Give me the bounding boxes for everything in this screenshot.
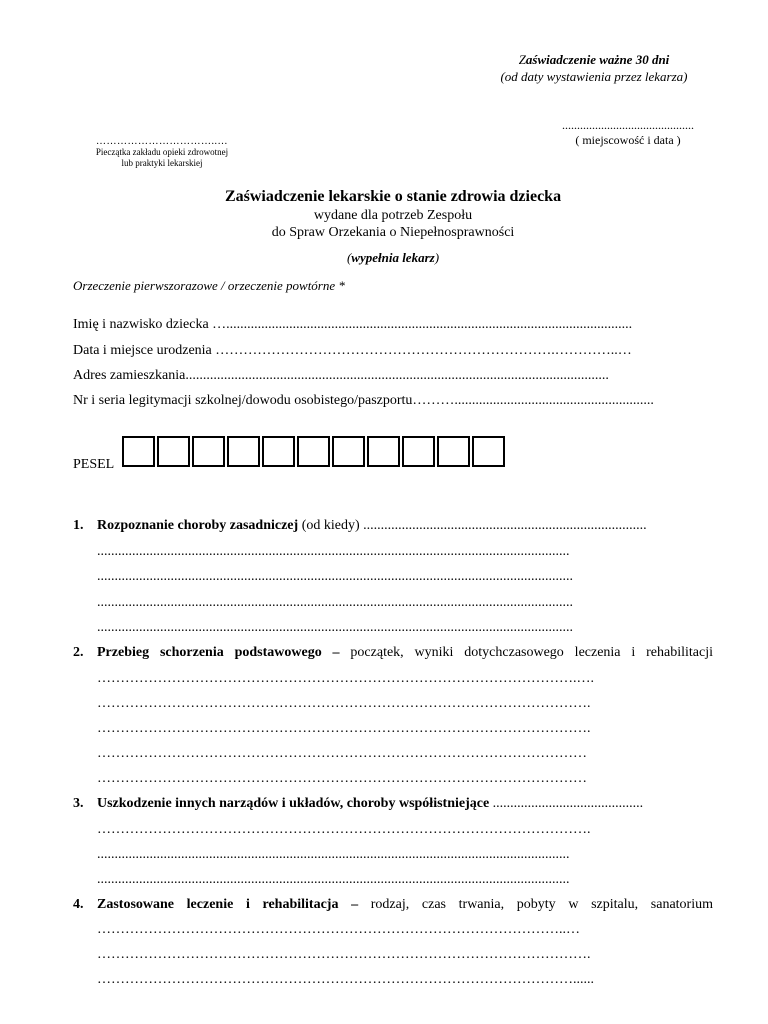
section-2-number: 2.: [73, 645, 84, 660]
section-4-line[interactable]: …………………………………………………………………………………………......: [97, 972, 594, 987]
section-4-title: Zastosowane leczenie i rehabilitacja –: [97, 897, 359, 912]
section-2-line[interactable]: ………………………………………………………………………………………….….: [97, 671, 594, 686]
section-3-hint[interactable]: ...........................................: [489, 796, 644, 811]
section-2-title: Przebieg schorzenia podstawowego –: [97, 645, 340, 660]
validity-text: aświadczenie ważne 30 dni: [525, 52, 670, 67]
pesel-digit-box[interactable]: [367, 436, 400, 467]
place-date-dots[interactable]: ............................................: [562, 118, 694, 132]
pesel-digit-box[interactable]: [332, 436, 365, 467]
place-date-label: ( miejscowość i data ): [575, 133, 681, 147]
section-2-line[interactable]: …………………………………………………………………………………………….: [97, 721, 591, 736]
section-4-number: 4.: [73, 897, 84, 912]
stamp-area: [72, 136, 252, 169]
section-3-line[interactable]: .......................................................................................................................................: [97, 847, 570, 862]
section-3-line[interactable]: .......................................................................................................................................: [97, 872, 570, 887]
section-1-line[interactable]: ........................................................................................................................................: [97, 620, 573, 635]
pesel-digit-box[interactable]: [262, 436, 295, 467]
section-4-line[interactable]: …………………………………………………………………………………………….: [97, 947, 591, 962]
filled-by-open: (: [346, 250, 352, 265]
section-1-hint[interactable]: (od kiedy) .................................................................................: [298, 518, 647, 533]
section-1-heading: [97, 518, 713, 534]
pesel-digit-box[interactable]: [192, 436, 225, 467]
pesel-digit-box[interactable]: [472, 436, 505, 467]
pesel-digit-box[interactable]: [402, 436, 435, 467]
section-4-hint: rodzaj, czas trwania, pobyty w szpitalu, sanatorium: [358, 897, 713, 912]
section-1-title: Rozpoznanie choroby zasadniczej: [97, 518, 299, 533]
pesel-digit-box[interactable]: [227, 436, 260, 467]
section-2-line[interactable]: ……………………………………………………………………………………………: [97, 771, 587, 786]
child-name-field[interactable]: Imię i nazwisko dziecka …....................................................................................................................: [73, 317, 633, 332]
address-field[interactable]: Adres zamieszkania.........................................................................................................................: [73, 368, 609, 383]
section-2-hint: początek, wyniki dotychczasowego leczenia i rehabilitacji: [339, 645, 713, 660]
decision-kind[interactable]: Orzeczenie pierwszorazowe / orzeczenie powtórne *: [73, 278, 345, 293]
validity-initial: Z: [518, 52, 526, 67]
section-1-line[interactable]: .......................................................................................................................................: [97, 544, 570, 559]
section-3-title: Uszkodzenie innych narządów i układów, choroby współistniejące: [97, 796, 490, 811]
section-4-line[interactable]: ………………………………………………………………………………………..…: [97, 922, 580, 937]
id-document-field[interactable]: Nr i seria legitymacji szkolnej/dowodu osobistego/paszportu……….........................................................: [73, 393, 654, 408]
pesel-label: PESEL: [73, 457, 115, 472]
title-block: [0, 187, 768, 266]
document-subtitle-2: do Spraw Orzekania o Niepełnosprawności: [271, 225, 515, 240]
section-1-number: 1.: [73, 518, 84, 533]
place-date-area: [540, 118, 716, 148]
pesel-digit-box[interactable]: [437, 436, 470, 467]
pesel-digit-box[interactable]: [122, 436, 155, 467]
section-1-line[interactable]: ........................................................................................................................................: [97, 595, 573, 610]
birth-field[interactable]: Data i miejsce urodzenia ……………………………………………………………….…………..…: [73, 343, 632, 358]
section-3-line[interactable]: …………………………………………………………………………………………….: [97, 822, 591, 837]
section-3-number: 3.: [73, 796, 84, 811]
filled-by-close: ): [434, 250, 440, 265]
pesel-digit-box[interactable]: [297, 436, 330, 467]
validity-note: [484, 51, 704, 85]
pesel-boxes: [122, 436, 507, 467]
section-2-line[interactable]: …………………………………………………………………………………………….: [97, 696, 591, 711]
validity-line-1: [484, 51, 704, 68]
validity-line-2: (od daty wystawienia przez lekarza): [500, 69, 688, 84]
pesel-digit-box[interactable]: [157, 436, 190, 467]
filled-by-note: [0, 250, 768, 266]
stamp-label-1: Pieczątka zakładu opieki zdrowotnej: [95, 147, 229, 157]
document-title: Zaświadczenie lekarskie o stanie zdrowia dziecka: [224, 188, 562, 205]
stamp-dots[interactable]: ……………………………..…: [96, 136, 228, 147]
section-2-heading: [97, 645, 713, 661]
document-subtitle-1: wydane dla potrzeb Zespołu: [313, 208, 473, 223]
filled-by-text: wypełnia lekarz: [351, 250, 435, 265]
stamp-label-2: lub praktyki lekarskiej: [121, 158, 203, 168]
section-1-line[interactable]: ........................................................................................................................................: [97, 569, 573, 584]
section-3-heading: [97, 796, 713, 812]
section-4-heading: [97, 897, 713, 913]
section-2-line[interactable]: ……………………………………………………………………………………………: [97, 746, 587, 761]
